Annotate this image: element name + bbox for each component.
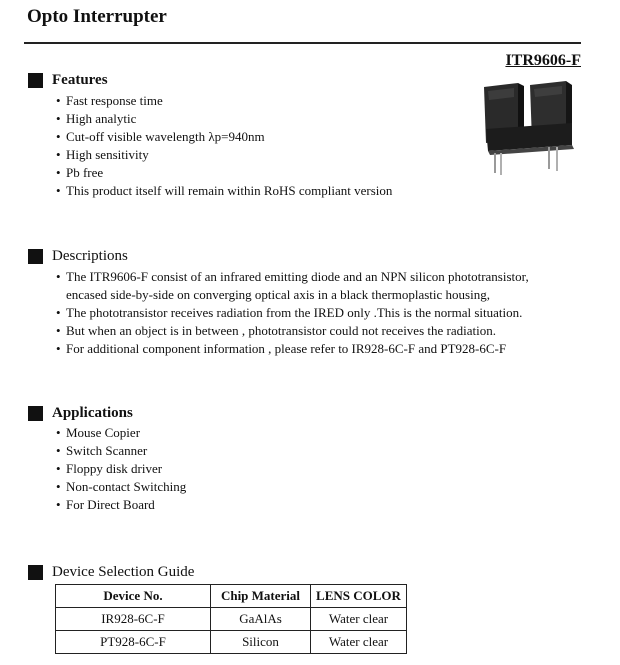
table-header-row <box>56 585 407 608</box>
features-list <box>56 92 392 200</box>
applications-heading: Applications <box>28 405 133 422</box>
table-row <box>56 608 407 631</box>
title-divider <box>24 42 581 44</box>
table-cell: GaAlAs <box>211 608 311 631</box>
list-item: • But when an object is in between , phototransistor could not receives the radiation. <box>56 322 529 340</box>
list-item: • Non-contact Switching <box>56 478 186 496</box>
column-header: Device No. <box>56 585 211 608</box>
list-item: • For additional component information , please refer to IR928-6C-F and PT928-6C-F <box>56 340 529 358</box>
list-item: • Floppy disk driver <box>56 460 186 478</box>
table-cell: Water clear <box>311 608 407 631</box>
descriptions-heading: Descriptions <box>28 248 128 265</box>
list-item: • The phototransistor receives radiation from the IRED only .This is the normal situation. <box>56 304 529 322</box>
column-header: LENS COLOR <box>311 585 407 608</box>
features-heading: Features <box>28 72 108 89</box>
page-title: Opto Interrupter <box>27 6 167 27</box>
applications-list <box>56 424 186 514</box>
device-guide-heading: Device Selection Guide <box>28 564 194 581</box>
section-square-icon <box>28 565 43 580</box>
section-square-icon <box>28 249 43 264</box>
list-item: • The ITR9606-F consist of an infrared emitting diode and an NPN silicon phototransistor, encased side-by-side on converging optical axis in a black thermoplastic housing, <box>56 268 529 304</box>
table-cell: Silicon <box>211 631 311 654</box>
part-number: ITR9606-F <box>505 52 581 69</box>
list-item: • This product itself will remain within RoHS compliant version <box>56 182 392 200</box>
section-square-icon <box>28 73 43 88</box>
table-cell: IR928-6C-F <box>56 608 211 631</box>
list-item: • For Direct Board <box>56 496 186 514</box>
table-cell: Water clear <box>311 631 407 654</box>
list-item: • Pb free <box>56 164 392 182</box>
list-item: • Switch Scanner <box>56 442 186 460</box>
list-item: • Mouse Copier <box>56 424 186 442</box>
column-header: Chip Material <box>211 585 311 608</box>
table-cell: PT928-6C-F <box>56 631 211 654</box>
device-selection-table <box>55 584 407 654</box>
table-row <box>56 631 407 654</box>
descriptions-list <box>56 268 529 358</box>
component-photo <box>478 77 576 177</box>
list-item: • High analytic <box>56 110 392 128</box>
section-square-icon <box>28 406 43 421</box>
list-item: • Cut-off visible wavelength λp=940nm <box>56 128 392 146</box>
list-item: • Fast response time <box>56 92 392 110</box>
list-item: • High sensitivity <box>56 146 392 164</box>
